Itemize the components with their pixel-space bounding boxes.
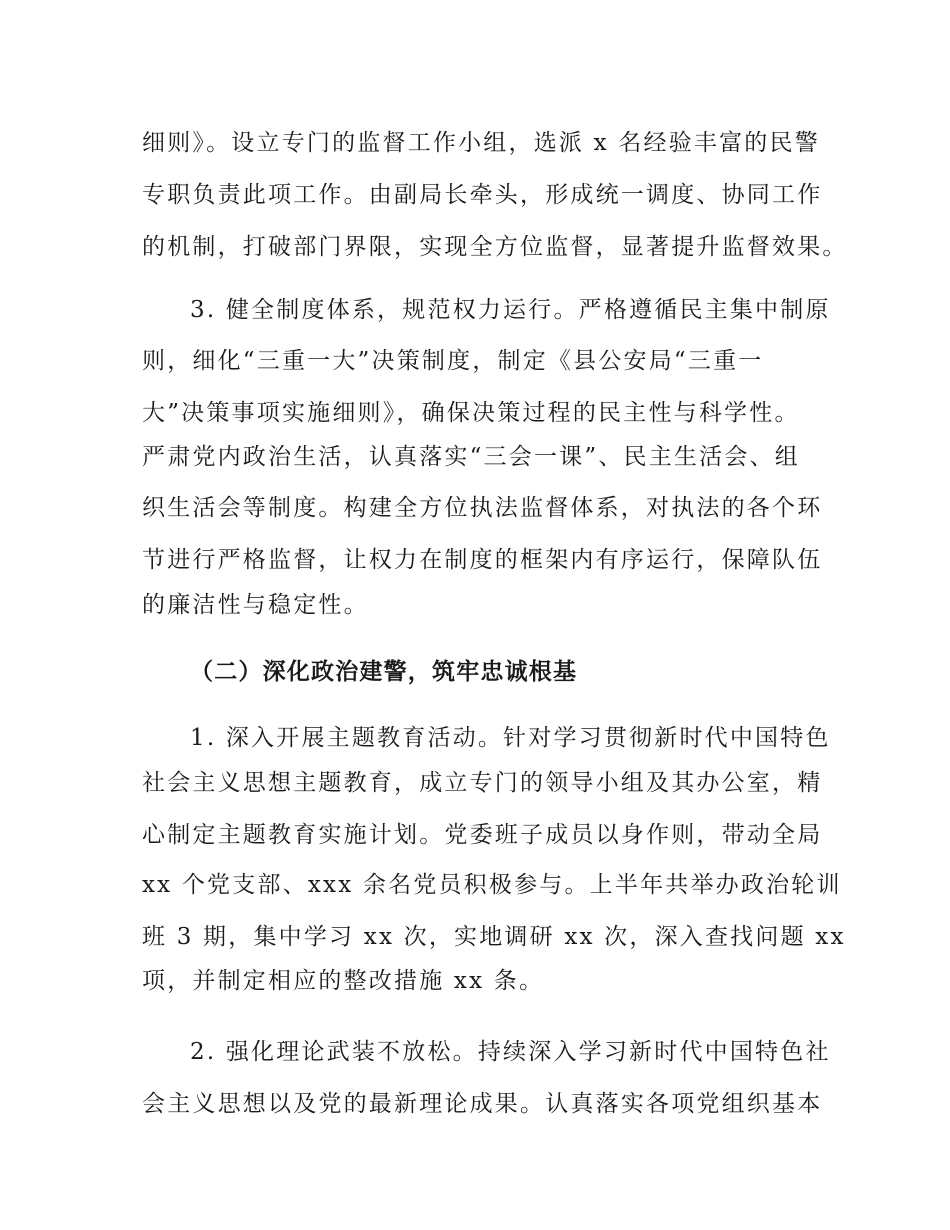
- paragraph-line: 细则》。设立专门的监督工作小组，选派 x 名经验丰富的民警: [142, 130, 820, 156]
- paragraph-line: xx 个党支部、xxx 余名党员积极参与。上半年共举办政治轮训: [142, 872, 842, 898]
- paragraph-line: 2. 强化理论武装不放松。持续深入学习新时代中国特色社: [190, 1039, 831, 1065]
- paragraph-line: 节进行严格监督，让权力在制度的框架内有序运行，保障队伍: [142, 547, 823, 573]
- paragraph-line: 则，细化“三重一大”决策制度，制定《县公安局“三重一: [142, 348, 764, 374]
- paragraph-line: 会主义思想以及党的最新理论成果。认真落实各项党组织基本: [142, 1091, 823, 1117]
- paragraph-line: 心制定主题教育实施计划。党委班子成员以身作则，带动全局: [142, 822, 823, 848]
- paragraph-line: 织生活会等制度。构建全方位执法监督体系，对执法的各个环: [142, 495, 823, 521]
- paragraph-line: 社会主义思想主题教育，成立专门的领导小组及其办公室，精: [142, 770, 823, 796]
- paragraph-line: 的机制，打破部门界限，实现全方位监督，显著提升监督效果。: [142, 234, 848, 260]
- paragraph-line: 严肃党内政治生活，认真落实“三会一课”、民主生活会、组: [142, 444, 800, 470]
- paragraph-line: 的廉洁性与稳定性。: [142, 592, 369, 618]
- paragraph-line: 1. 深入开展主题教育活动。针对学习贯彻新时代中国特色: [190, 725, 831, 751]
- paragraph-line: 项，并制定相应的整改措施 xx 条。: [142, 968, 545, 994]
- paragraph-line: 专职负责此项工作。由副局长牵头，形成统一调度、协同工作: [142, 182, 823, 208]
- section-heading: （二）深化政治建警，筑牢忠诚根基: [190, 659, 578, 685]
- paragraph-line: 大”决策事项实施细则》，确保决策过程的民主性与科学性。: [142, 400, 800, 426]
- paragraph-line: 3. 健全制度体系，规范权力运行。严格遵循民主集中制原: [190, 297, 831, 323]
- paragraph-line: 班 3 期，集中学习 xx 次，实地调研 xx 次，深入查找问题 xx: [142, 924, 846, 950]
